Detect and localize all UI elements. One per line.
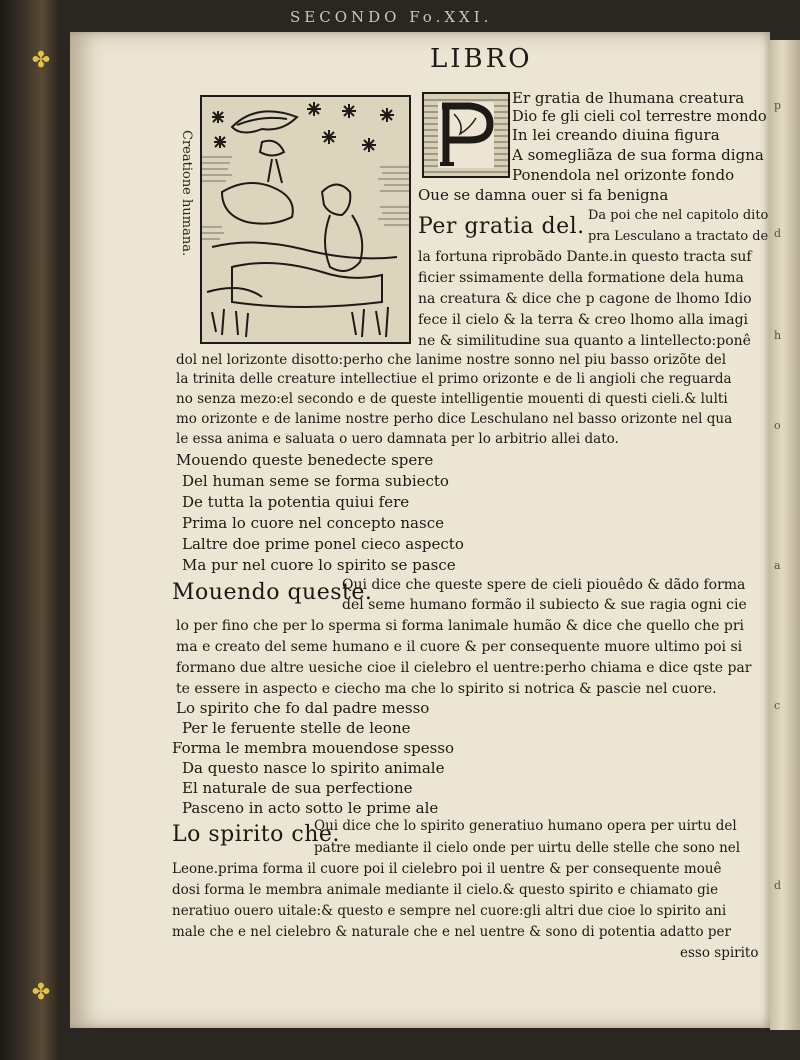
edge-letter: d — [774, 227, 782, 240]
commentary-line: mo orizonte e de lanime nostre perho dice Leschulano nel basso orizonte nel qua — [176, 411, 733, 427]
commentary-line: la trinita delle creature intellectiue el primo orizonte e de li angioli che reguarda — [176, 371, 732, 387]
commentary-line: dosi forma le membra animale mediante il cielo.& questo spirito e chiamato gie — [172, 882, 719, 898]
commentary-line: patre mediante il cielo onde per uirtu delle stelle che sono nel — [314, 840, 741, 856]
commentary-line: formano due altre uesiche cioe il cielebro el uentre:perho chiama e dice qste par — [176, 660, 752, 676]
commentary-line: ne & similitudine sua quanto a lintellecto:ponê — [418, 333, 751, 349]
verse-line: Ponendola nel orizonte fondo — [512, 166, 735, 184]
commentary-line: del seme humano formão il subiecto & sue ragia ogni cie — [342, 597, 747, 613]
commentary-lead: Per gratia del. — [418, 214, 585, 239]
verse-line: Prima lo cuore nel concepto nasce — [182, 514, 444, 532]
edge-letter: a — [774, 559, 781, 572]
verse-line: De tutta la potentia quiui fere — [182, 493, 410, 511]
initial-p-icon — [424, 94, 508, 176]
commentary-line: le essa anima e saluata o uero damnata per lo arbitrio allei dato. — [176, 431, 619, 447]
commentary-line: te essere in aspecto e ciecho ma che lo spirito si notrica & pascie nel cuore. — [176, 681, 717, 697]
verse-line: Per le feruente stelle de leone — [182, 719, 411, 737]
gilt-ornament-icon: ✤ — [31, 48, 51, 73]
commentary-line: no senza mezo:el secondo e de queste intelligentie mouenti di questi cieli.& lulti — [176, 391, 728, 407]
woodcut-illustration — [200, 95, 411, 344]
verse-line: Forma le membra mouendose spesso — [172, 739, 455, 757]
gilt-ornament-icon: ✤ — [31, 980, 51, 1005]
book-spine — [0, 0, 60, 1060]
verse-line: Oue se damna ouer si fa benigna — [418, 186, 669, 204]
verse-line: Er gratia de lhumana creatura — [512, 89, 745, 107]
verse-line: Laltre doe prime ponel cieco aspecto — [182, 535, 464, 553]
commentary-line: fece il cielo & la terra & creo lhomo alla imagi — [418, 312, 749, 328]
commentary-line: neratiuo ouero uitale:& questo e sempre nel cuore:gli altri due cioe lo spirito ani — [172, 903, 727, 919]
commentary-line: esso spirito — [680, 945, 759, 961]
commentary-line: Qui dice che lo spirito generatiuo humano opera per uirtu del — [314, 818, 737, 834]
edge-letter: o — [774, 419, 781, 432]
edge-letter: d — [774, 879, 782, 892]
decorated-initial — [422, 92, 510, 178]
running-head: LIBRO — [430, 44, 533, 74]
verse-line: Lo spirito che fo dal padre messo — [176, 699, 430, 717]
commentary-line: lo per fino che per lo sperma si forma lanimale humão & dice che quello che pri — [176, 618, 745, 634]
commentary-line: la fortuna riprobãdo Dante.in questo tracta suf — [418, 249, 752, 265]
bleed-through-header: SECONDO Fo.XXI. — [290, 8, 493, 26]
commentary-line: na creatura & dice che p cagone de lhomo Idio — [418, 291, 752, 307]
woodcut-creation-icon — [202, 97, 409, 342]
commentary-line: ficier ssimamente della formatione dela huma — [418, 270, 744, 286]
verse-line: Dio fe gli cieli col terrestre mondo — [512, 108, 767, 125]
verse-line: Mouendo queste benedecte spere — [176, 451, 434, 469]
commentary-line: ma e creato del seme humano e il cuore & per consequente muore ultimo poi si — [176, 639, 743, 655]
commentary-line: Leone.prima forma il cuore poi il cielebro poi il uentre & per consequente mouê — [172, 861, 722, 877]
commentary-line: dol nel lorizonte disotto:perho che lanime nostre sonno nel piu basso orizõte del — [176, 352, 727, 368]
verse-line: Del human seme se forma subiecto — [182, 472, 449, 490]
edge-letter: c — [774, 699, 781, 712]
verse-line: Pasceno in acto sotto le prime ale — [182, 799, 439, 817]
edge-letter: h — [774, 329, 782, 342]
commentary-line: Da poi che nel capitolo dito — [588, 208, 769, 223]
verse-line: Ma pur nel cuore lo spirito se pasce — [182, 556, 456, 574]
commentary-line: male che e nel cielebro & naturale che e nel uentre & sono di potentia adatto per — [172, 924, 731, 940]
commentary-line: Qui dice che queste spere de cieli piouêdo & dãdo forma — [342, 577, 746, 593]
woodcut-caption: Creatione humana. — [179, 130, 194, 257]
edge-letter: p — [774, 99, 782, 112]
verse-line: A somegliãza de sua forma digna — [512, 146, 764, 164]
verse-line: In lei creando diuina figura — [512, 126, 720, 144]
commentary-lead: Lo spirito che. — [172, 822, 340, 847]
verse-line: Da questo nasce lo spirito animale — [182, 759, 445, 777]
commentary-lead: Mouendo queste. — [172, 580, 373, 605]
verse-line: El naturale de sua perfectione — [182, 779, 413, 797]
commentary-line: pra Lesculano a tractato de — [588, 229, 769, 244]
